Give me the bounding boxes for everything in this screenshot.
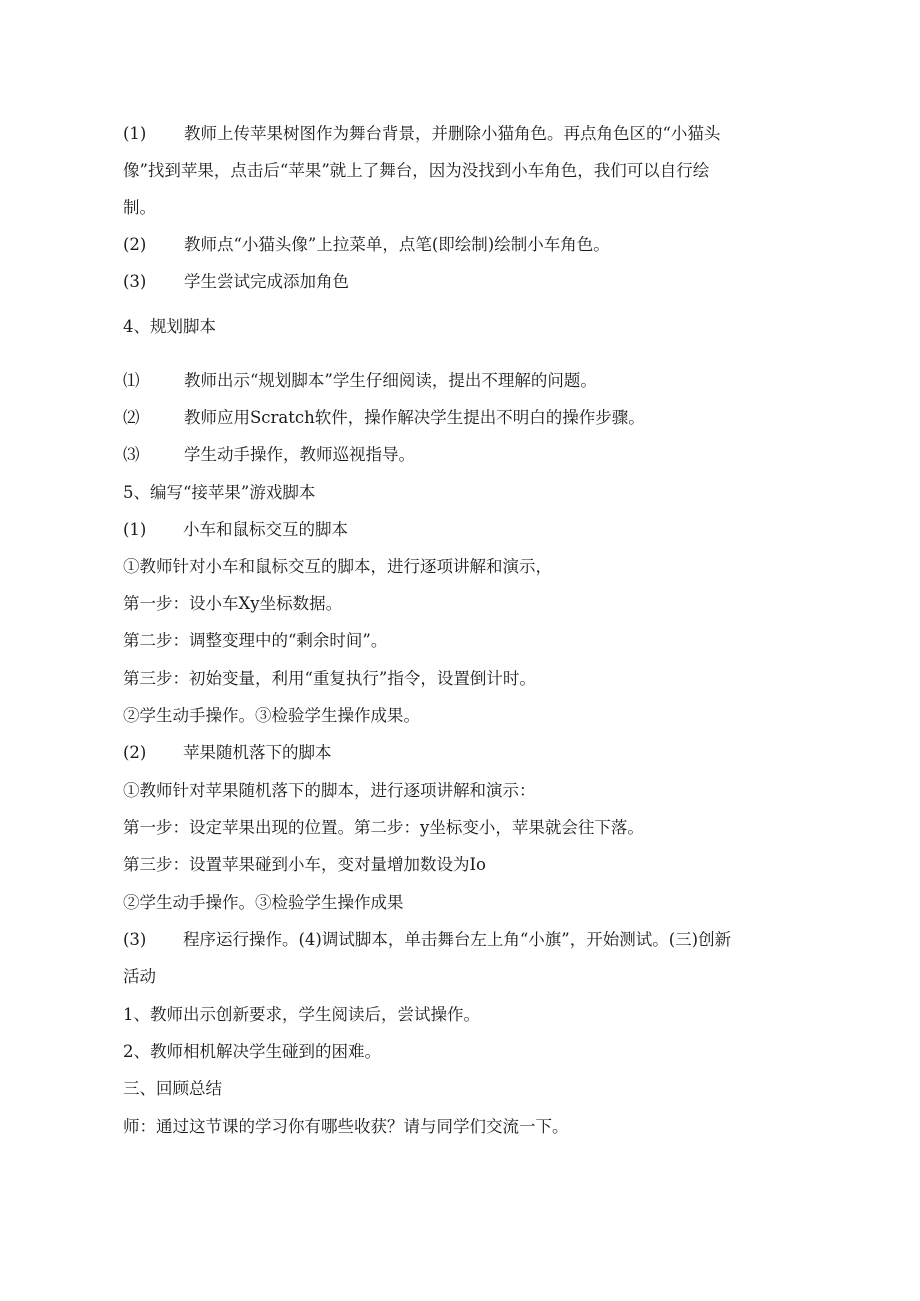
item-number: (1) [123, 124, 147, 143]
section-heading-review: 三、回顾总结 [123, 1079, 222, 1098]
paragraph-1-line-1 [123, 124, 720, 144]
list-item-text: 教师出示“规划脚本”学生仔细阅读，提出不理解的问题。 [184, 371, 597, 390]
list-item-5-1 [123, 520, 348, 540]
list-item-text: 苹果随机落下的脚本 [183, 743, 332, 762]
step-practice: ②学生动手操作。③检验学生操作成果。 [123, 706, 420, 725]
item-number: (1) [123, 520, 147, 539]
item-number: (2) [123, 235, 147, 254]
list-item-text: 教师应用Scratch软件，操作解决学生提出不明白的操作步骤。 [184, 408, 645, 427]
step-1-2: 第一步：设定苹果出现的位置。第二步：y坐标变小，苹果就会往下落。 [123, 818, 644, 837]
paragraph-1-line-3: 制。 [123, 198, 156, 217]
list-item-4-1 [123, 371, 597, 391]
step-1: 第一步：设小车Xy坐标数据。 [123, 594, 343, 613]
section-heading-5: 5、编写“接苹果”游戏脚本 [123, 483, 316, 502]
step-2: 第二步：调整变理中的“剩余时间”。 [123, 631, 388, 650]
item-number: (3) [123, 930, 147, 949]
paragraph-text: 教师点“小猫头像”上拉菜单，点笔(即绘制)绘制小车角色。 [184, 235, 610, 254]
list-item-4-3 [123, 445, 415, 465]
step-intro: ①教师针对苹果随机落下的脚本，进行逐项讲解和演示： [123, 781, 536, 800]
step-3: 第三步：设置苹果碰到小车，变对量增加数设为Io [123, 855, 486, 874]
paragraph-1-line-2: 像”找到苹果，点击后“苹果”就上了舞台，因为没找到小车角色，我们可以自行绘 [123, 161, 710, 180]
list-item-5-2 [123, 743, 332, 763]
item-number: (2) [123, 743, 147, 762]
item-number: (3) [123, 272, 147, 291]
step-intro: ①教师针对小车和鼠标交互的脚本，进行逐项讲解和演示， [123, 557, 552, 576]
innovation-item-1: 1、教师出示创新要求，学生阅读后，尝试操作。 [123, 1005, 480, 1024]
list-item-text: 程序运行操作。(4)调试脚本，单击舞台左上角“小旗”，开始测试。(三)创新 [183, 930, 732, 949]
step-practice: ②学生动手操作。③检验学生操作成果 [123, 893, 404, 912]
paragraph-text: 教师上传苹果树图作为舞台背景，并删除小猫角色。再点角色区的“小猫头 [184, 124, 721, 143]
list-item-5-3-continuation: 活动 [123, 967, 156, 986]
item-number: ⑶ [123, 445, 140, 464]
list-item-text: 小车和鼠标交互的脚本 [183, 520, 348, 539]
list-item-text: 学生动手操作，教师巡视指导。 [184, 445, 415, 464]
item-number: ⑴ [123, 371, 140, 390]
closing-question: 师：通过这节课的学习你有哪些收获？请与同学们交流一下。 [123, 1117, 569, 1136]
list-item-5-3 [123, 930, 731, 950]
section-heading-4: 4、规划脚本 [123, 317, 216, 336]
list-item-4-2 [123, 408, 645, 428]
paragraph-3 [123, 272, 349, 292]
item-number: ⑵ [123, 408, 140, 427]
paragraph-text: 学生尝试完成添加角色 [184, 272, 349, 291]
step-3: 第三步：初始变量，利用“重复执行”指令，设置倒计时。 [123, 669, 536, 688]
paragraph-2 [123, 235, 610, 255]
innovation-item-2: 2、教师相机解决学生碰到的困难。 [123, 1042, 381, 1061]
